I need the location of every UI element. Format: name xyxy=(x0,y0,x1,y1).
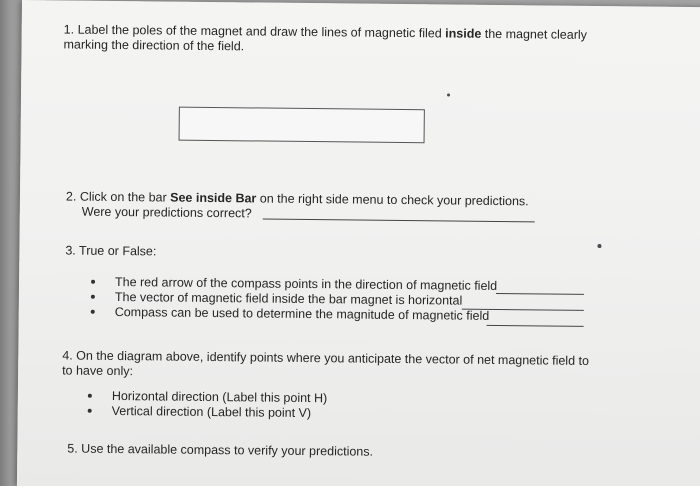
paper-speck xyxy=(447,93,450,96)
list-item-text: Compass can be used to determine the magnitude of magnetic field xyxy=(114,304,490,323)
list-item-text: The red arrow of the compass points in the direction of magnetic field xyxy=(114,274,498,293)
paper-speck xyxy=(597,244,601,248)
worksheet-page xyxy=(17,0,700,486)
question-3 xyxy=(65,243,156,259)
list-item-text: Horizontal direction (Label this point H) xyxy=(111,388,328,406)
question-4-line-2: to have only: xyxy=(62,363,134,379)
bullet-icon xyxy=(91,295,95,299)
question-5-number: 5. xyxy=(67,441,78,456)
question-2-text-a: Click on the bar xyxy=(79,189,171,205)
bullet-icon xyxy=(88,394,92,398)
question-2-bold: See inside Bar xyxy=(170,190,257,206)
question-2-number: 2. xyxy=(65,189,77,204)
question-1-text-a: Label the poles of the magnet and draw the lines of magnetic filed xyxy=(77,22,446,41)
question-1-number: 1. xyxy=(63,22,75,37)
question-1-text-b: the magnet clearly xyxy=(481,26,588,42)
question-1-line-2: marking the direction of the field. xyxy=(63,37,245,54)
bullet-icon xyxy=(88,409,92,413)
question-4-number: 4. xyxy=(62,348,73,363)
question-4 xyxy=(62,348,589,384)
bullet-icon xyxy=(91,310,95,314)
question-3-title: True or False: xyxy=(78,243,157,259)
answer-line-q3-3[interactable] xyxy=(487,325,584,327)
question-5-text: Use the available compass to verify your predictions. xyxy=(81,441,374,459)
question-2-text-b: on the right side menu to check your predictions. xyxy=(256,191,529,209)
question-1-bold: inside xyxy=(445,26,482,41)
answer-box[interactable] xyxy=(179,107,425,144)
list-item-text: The vector of magnetic field inside the bar magnet is horizontal xyxy=(114,289,463,308)
question-4-text: On the diagram above, identify points where you anticipate the vector of net magnetic field to xyxy=(76,348,590,368)
question-3-number: 3. xyxy=(65,243,76,258)
question-2-line-2: Were your predictions correct? xyxy=(81,204,252,221)
list-item-text: Vertical direction (Label this point V) xyxy=(111,403,312,421)
answer-line-q3-1[interactable] xyxy=(496,293,584,295)
bullet-icon xyxy=(91,280,95,284)
question-1 xyxy=(63,22,587,57)
question-5 xyxy=(67,441,373,459)
